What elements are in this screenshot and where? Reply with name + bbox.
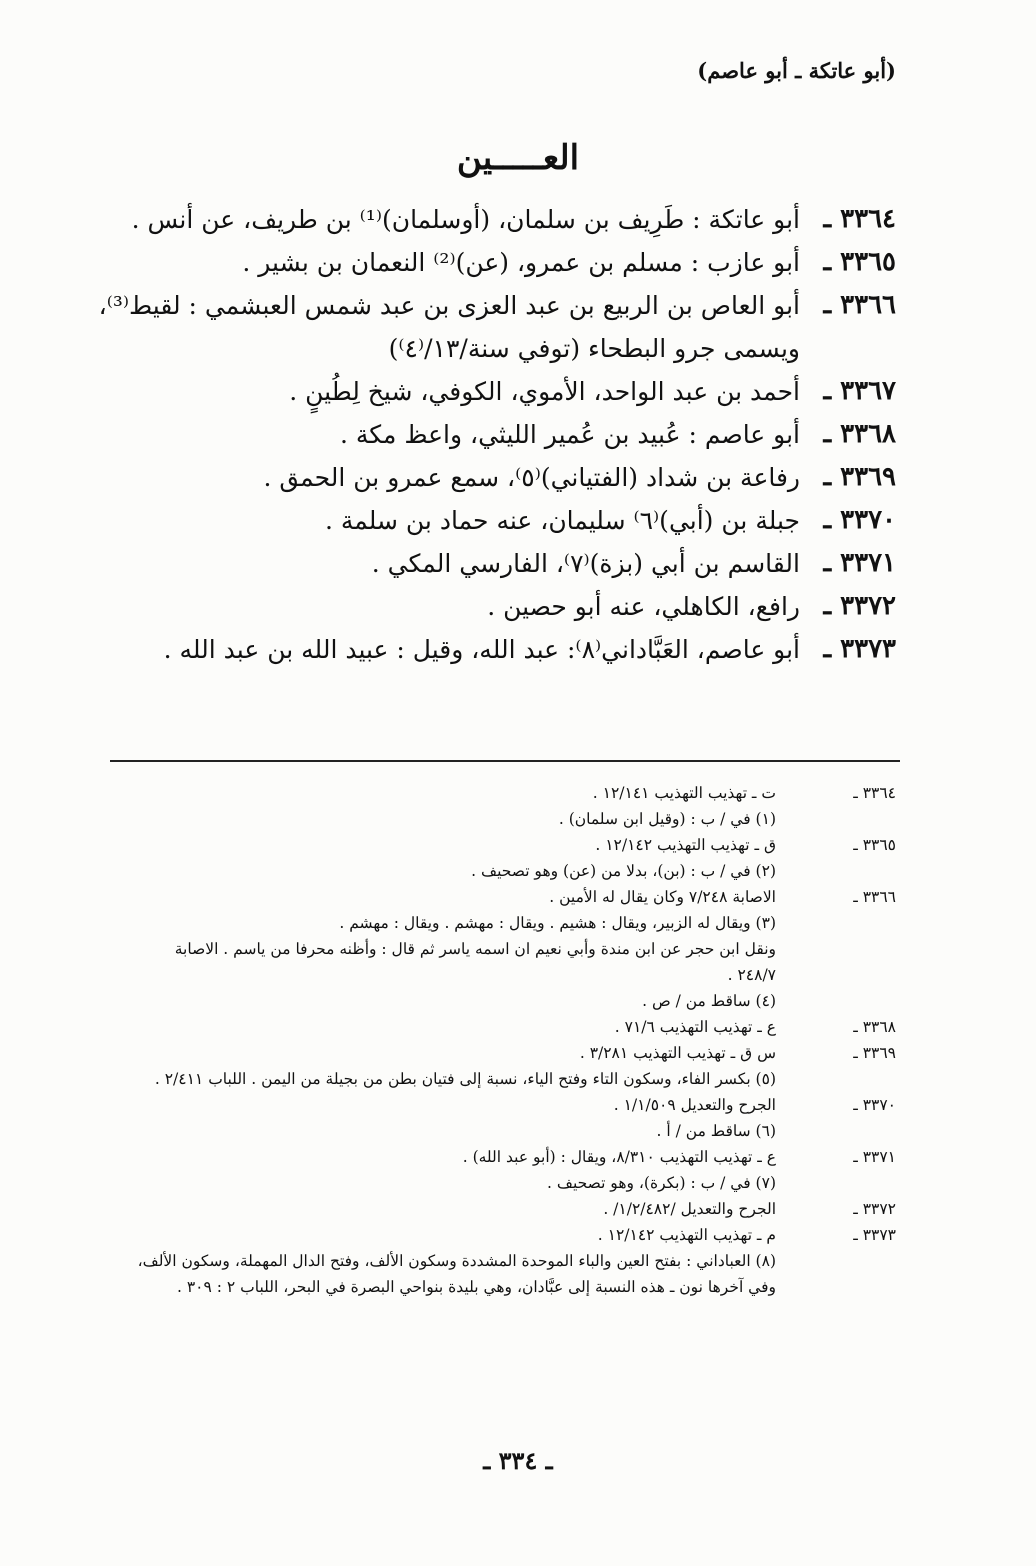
footnote: [96, 1014, 896, 1040]
page-number: ـ ٣٣٤ ـ: [483, 1446, 553, 1475]
entry-number: ٣٣٦٤ ـ: [823, 204, 896, 234]
entry-number: ٣٣٧٣ ـ: [823, 634, 896, 664]
entry-number: ٣٣٧٢ ـ: [823, 591, 896, 621]
entry-text: رفاعة بن شداد (الفتياني)⁽٥⁾، سمع عمرو بن الحمق .: [263, 463, 800, 492]
entry: [106, 542, 896, 585]
footnote-text: ٢٤٨/٧ .: [727, 966, 776, 984]
entry: [106, 241, 896, 284]
running-head: (أبو عاتكة ـ أبو عاصم): [697, 58, 896, 83]
footnote: [96, 1144, 896, 1170]
footnote-list: [96, 780, 896, 1300]
footnote: [96, 1092, 896, 1118]
footnote-ref: ٣٣٧٠ ـ: [853, 1096, 896, 1114]
section-title: العـــــين: [456, 138, 580, 178]
footnote: [96, 936, 896, 962]
footnote: [96, 1040, 896, 1066]
footnote-text: الاصابة ٧/٢٤٨ وكان يقال له الأمين .: [549, 888, 776, 906]
entry: [106, 585, 896, 628]
footnote: [96, 1274, 896, 1300]
footnote: [96, 832, 896, 858]
footnote-text: (١) في / ب : (وقيل ابن سلمان) .: [558, 810, 776, 828]
footnote-text: (٣) ويقال له الزبير، ويقال : هشيم . ويقال : مهشم . ويقال : مهشم .: [339, 914, 776, 932]
footnote-text: ونقل ابن حجر عن ابن مندة وأبي نعيم ان اسمه ياسر ثم قال : وأظنه محرفا من ياسم . الاصابة: [174, 940, 776, 958]
footnote-text: (٥) بكسر الفاء، وسكون التاء وفتح الياء، نسبة إلى فتيان بطن من بجيلة من اليمن . اللباب ٢/٤١١ .: [154, 1070, 776, 1088]
footnote: [96, 962, 896, 988]
entry-text: أبو عاصم، العَبَّاداني⁽٨⁾: عبد الله، وقيل : عبيد الله بن عبد الله .: [163, 635, 800, 664]
entry-text: أبو العاص بن الربيع بن عبد العزى بن عبد شمس العبشمي : لقيط⁽³⁾،: [98, 291, 800, 320]
footnote-ref: ٣٣٧١ ـ: [853, 1148, 896, 1166]
footnote: [96, 884, 896, 910]
entry-number: ٣٣٧٠ ـ: [823, 505, 896, 535]
entry: [106, 198, 896, 241]
entry-number: ٣٣٦٧ ـ: [823, 376, 896, 406]
entry-text: أبو عاتكة : طَرِيف بن سلمان، (أوسلمان)⁽¹⁾ بن طريف، عن أنس .: [131, 205, 800, 234]
entry-text: أبو عاصم : عُبيد بن عُمير الليثي، واعظ مكة .: [339, 420, 800, 449]
footnote-text: الجرح والتعديل /١/٢/٤٨٢/ .: [603, 1200, 776, 1218]
entry: [106, 628, 896, 671]
entry-number: ٣٣٦٥ ـ: [823, 247, 896, 277]
footnote-text: (٦) ساقط من / أ .: [656, 1122, 776, 1140]
footnote-text: س ق ـ تهذيب التهذيب ٣/٢٨١ .: [579, 1044, 776, 1062]
entry-number: ٣٣٦٦ ـ: [823, 290, 896, 320]
footnote-text: (٢) في / ب : (بن)، بدلا من (عن) وهو تصحيف .: [471, 862, 776, 880]
entry: [106, 499, 896, 542]
entry-text: أبو عازب : مسلم بن عمرو، (عن)⁽²⁾ النعمان بن بشير .: [242, 248, 800, 277]
footnote-text: ت ـ تهذيب التهذيب ١٢/١٤١ .: [592, 784, 776, 802]
footnote-ref: ٣٣٧٢ ـ: [853, 1200, 896, 1218]
entry: [98, 284, 896, 370]
entry: [106, 456, 896, 499]
footnote: [96, 858, 896, 884]
footnote-text: (٨) العباداني : بفتح العين والباء الموحدة المشددة وسكون الألف، وفتح الدال المهملة، وسكون الألف،: [137, 1252, 776, 1270]
footnote-ref: ٣٣٦٩ ـ: [853, 1044, 896, 1062]
footnote: [96, 1170, 896, 1196]
footnote-divider: [110, 760, 900, 762]
entry-text: جبلة بن (أبي)⁽٦⁾ سليمان، عنه حماد بن سلمة .: [324, 506, 800, 535]
footnote-ref: ٣٣٦٦ ـ: [853, 888, 896, 906]
footnote: [96, 1196, 896, 1222]
footnote-ref: ٣٣٦٥ ـ: [853, 836, 896, 854]
footnote: [96, 1118, 896, 1144]
entry-text: القاسم بن أبي (بزة)⁽٧⁾، الفارسي المكي .: [371, 549, 800, 578]
footnote-text: ع ـ تهذيب التهذيب ٨/٣١٠، ويقال : (أبو عبد الله) .: [462, 1148, 776, 1166]
footnote-ref: ٣٣٦٨ ـ: [853, 1018, 896, 1036]
footnote: [96, 1248, 896, 1274]
footnote-text: م ـ تهذيب التهذيب ١٢/١٤٢ .: [597, 1226, 776, 1244]
footnote-text: ع ـ تهذيب التهذيب ٧١/٦ .: [614, 1018, 776, 1036]
entry-list: [98, 198, 896, 671]
footnote-text: (٧) في / ب : (بكرة)، وهو تصحيف .: [547, 1174, 776, 1192]
footnote-text: وفي آخرها نون ـ هذه النسبة إلى عبَّادان، وهي بليدة بنواحي البصرة في البحر، اللباب ٢ : ٣٠٩ .: [176, 1278, 776, 1296]
entry-number: ٣٣٦٨ ـ: [823, 419, 896, 449]
footnote: [96, 1066, 896, 1092]
entry-text: رافع، الكاهلي، عنه أبو حصين .: [487, 592, 800, 621]
entry-number: ٣٣٧١ ـ: [823, 548, 896, 578]
footnote-text: (٤) ساقط من / ص .: [642, 992, 776, 1010]
entry: [106, 413, 896, 456]
footnote: [96, 988, 896, 1014]
footnote-ref: ٣٣٦٤ ـ: [853, 784, 896, 802]
footnote: [96, 1222, 896, 1248]
entry: [106, 370, 896, 413]
entry-text: أحمد بن عبد الواحد، الأموي، الكوفي، شيخ لِطُينٍ .: [289, 377, 800, 406]
footnote: [96, 910, 896, 936]
footnote-ref: ٣٣٧٣ ـ: [853, 1226, 896, 1244]
entry-text: ويسمى جرو البطحاء (توفي سنة/١٣/⁽٤⁾): [388, 334, 800, 363]
entry-number: ٣٣٦٩ ـ: [823, 462, 896, 492]
footnote: [96, 780, 896, 806]
footnote-text: الجرح والتعديل ١/١/٥٠٩ .: [613, 1096, 776, 1114]
footnote: [96, 806, 896, 832]
footnote-text: ق ـ تهذيب التهذيب ١٢/١٤٢ .: [595, 836, 776, 854]
